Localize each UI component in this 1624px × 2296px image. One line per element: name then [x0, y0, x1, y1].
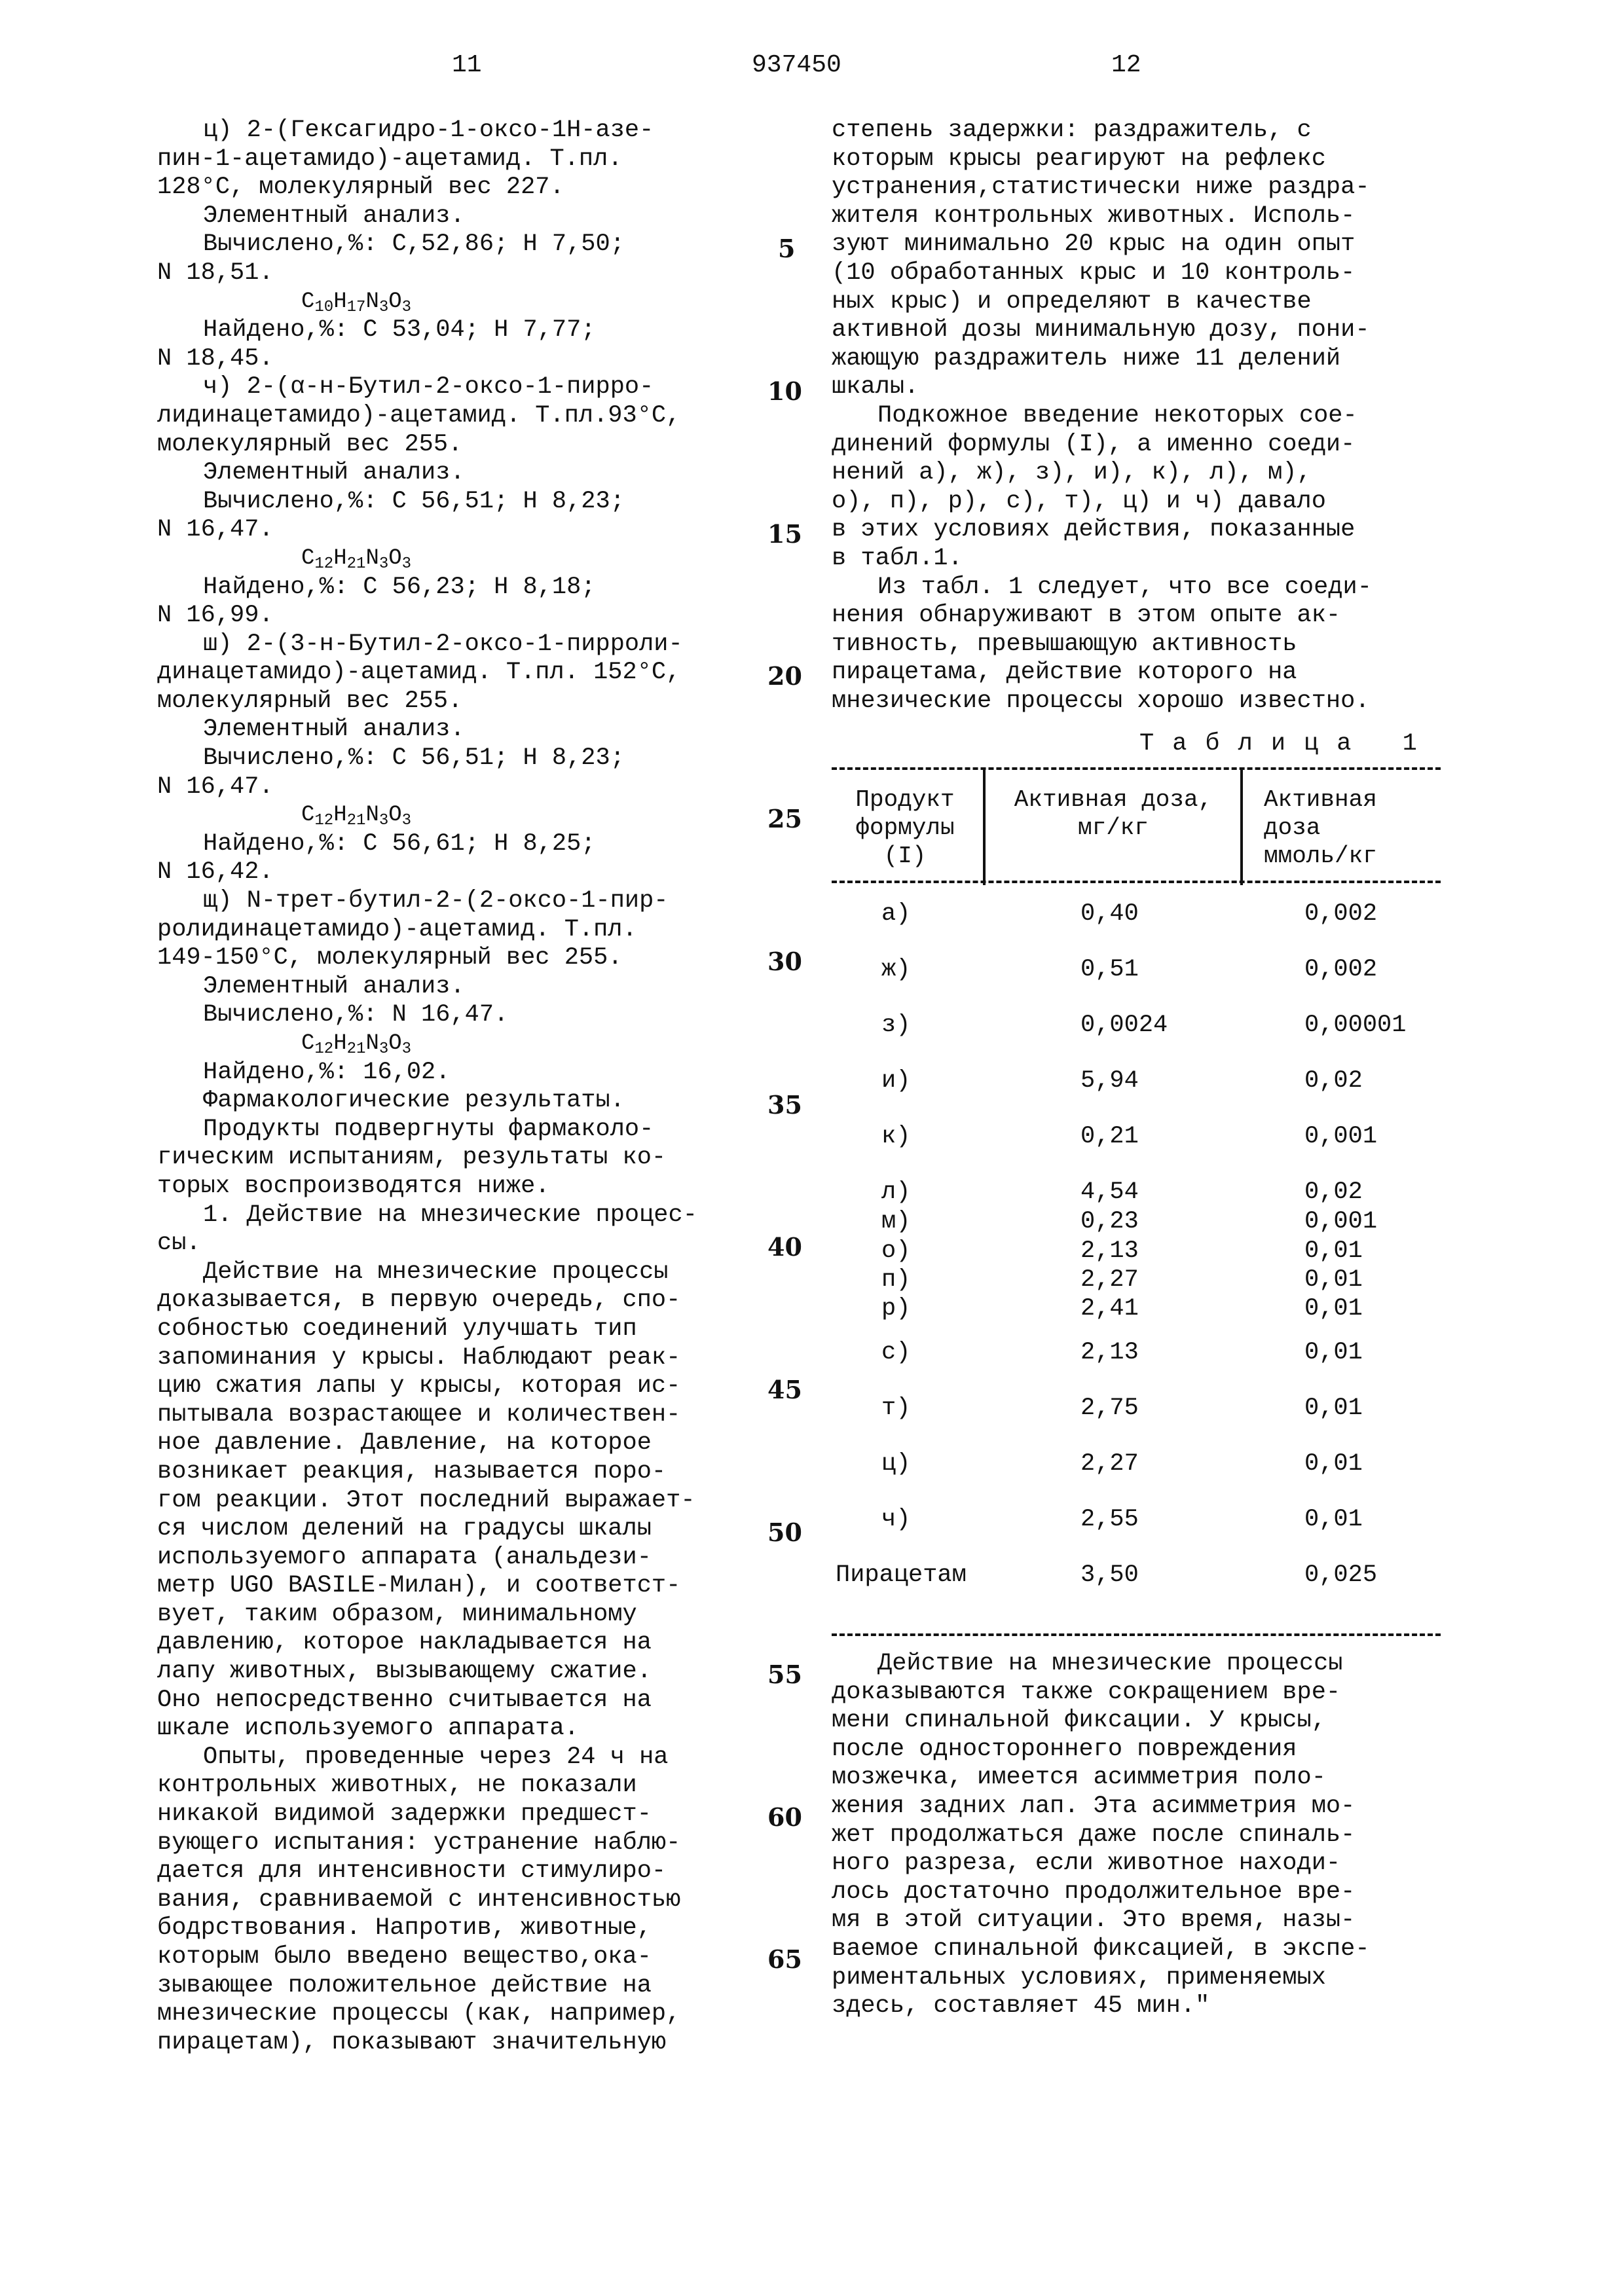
formula-subscript: 3	[379, 555, 388, 573]
text-line: ч) 2-(α-н-Бутил-2-оксо-1-пирро-	[157, 373, 799, 402]
text-line: 149-150°С, молекулярный вес 255.	[157, 944, 799, 973]
text-line: мени спинальной фиксации. У крысы,	[832, 1707, 1460, 1736]
formula-element: N	[365, 546, 378, 571]
table-cell-dose-mg: 3,50	[1080, 1561, 1139, 1589]
text-line: Найдено,%: 16,02.	[157, 1059, 799, 1087]
text-line: возникает реакция, называется поро-	[157, 1458, 799, 1487]
table-cell-dose-mg: 5,94	[1080, 1067, 1139, 1095]
page-number-left: 11	[452, 51, 482, 79]
formula-subscript: 3	[402, 812, 411, 829]
text-line: цию сжатия лапы у крысы, которая ис-	[157, 1372, 799, 1401]
text-line: контрольных животных, не показали	[157, 1772, 799, 1800]
formula-subscript: 12	[314, 1040, 333, 1058]
text-line: степень задержки: раздражитель, с	[832, 117, 1460, 145]
text-line: Найдено,%: С 56,61; Н 8,25;	[157, 830, 799, 859]
text-line: N 16,99.	[157, 602, 799, 630]
table-cell-dose-mmol: 0,01	[1304, 1450, 1363, 1478]
line-number: 25	[767, 804, 802, 833]
table-cell-dose-mg: 2,13	[1080, 1339, 1139, 1366]
text-line: шкале используемого аппарата.	[157, 1715, 799, 1743]
formula-element: C	[301, 803, 314, 828]
text-line: пирацетам), показывают значительную	[157, 2029, 799, 2058]
line-number: 15	[767, 519, 802, 549]
formula-element: N	[365, 1031, 378, 1056]
table-cell-dose-mmol: 0,02	[1304, 1067, 1363, 1095]
line-number: 5	[778, 234, 795, 263]
line-number: 20	[767, 661, 802, 691]
formula-subscript: 3	[379, 299, 388, 316]
text-line: Вычислено,%: С 56,51; Н 8,23;	[157, 744, 799, 773]
text-line: мнезические процессы хорошо известно.	[832, 687, 1460, 716]
table-bottom-rule	[832, 1633, 1441, 1636]
text-line: N 18,51.	[157, 259, 799, 288]
table-cell-dose-mmol: 0,001	[1304, 1123, 1377, 1150]
text-line: здесь, составляет 45 мин."	[832, 1992, 1460, 2021]
table-header-line: (I)	[833, 842, 977, 870]
left-text-column	[157, 117, 799, 2057]
right-text-column-bottom	[832, 1650, 1460, 2021]
text-line: N 18,45.	[157, 345, 799, 374]
chemical-formula	[157, 1030, 799, 1059]
text-line: ных крыс) и определяют в качестве	[832, 288, 1460, 317]
text-line: Оно непосредственно считывается на	[157, 1686, 799, 1715]
formula-subscript: 12	[314, 812, 333, 829]
formula-element: H	[333, 546, 346, 571]
text-line: вующего испытания: устранение наблю-	[157, 1829, 799, 1858]
formula-element: O	[388, 803, 401, 828]
text-line: которым крысы реагируют на рефлекс	[832, 145, 1460, 174]
text-line: в этих условиях действия, показанные	[832, 516, 1460, 545]
line-number: 50	[767, 1518, 802, 1547]
formula-element: H	[333, 289, 346, 314]
text-line: Найдено,%: С 56,23; Н 8,18;	[157, 574, 799, 602]
text-line: сы.	[157, 1230, 799, 1258]
table-cell-dose-mg: 2,41	[1080, 1295, 1139, 1322]
text-line: пытывала возрастающее и количествен-	[157, 1401, 799, 1430]
text-line: гом реакции. Этот последний выражает-	[157, 1487, 799, 1516]
line-number: 35	[767, 1090, 802, 1120]
formula-subscript: 3	[379, 812, 388, 829]
text-line: щ) N-трет-бутил-2-(2-оксо-1-пир-	[157, 887, 799, 916]
text-line: молекулярный вес 255.	[157, 687, 799, 716]
table-cell-product: з)	[881, 1011, 910, 1039]
table-header-line: Активная	[1264, 786, 1434, 814]
formula-element: O	[388, 546, 401, 571]
text-line: лидинацетамидо)-ацетамид. Т.пл.93°С,	[157, 402, 799, 431]
table-cell-product: м)	[881, 1208, 910, 1235]
text-line: доказываются также сокращением вре-	[832, 1679, 1460, 1707]
table-cell-dose-mmol: 0,00001	[1304, 1011, 1406, 1039]
table-cell-dose-mg: 4,54	[1080, 1178, 1139, 1206]
text-line: динацетамидо)-ацетамид. Т.пл. 152°С,	[157, 659, 799, 687]
text-line: мозжечка, имеется асимметрия поло-	[832, 1764, 1460, 1793]
table-cell-dose-mg: 0,40	[1080, 900, 1139, 928]
formula-element: C	[301, 1031, 314, 1056]
chemical-formula	[157, 288, 799, 317]
text-line: Фармакологические результаты.	[157, 1087, 799, 1116]
text-line: вует, таким образом, минимальному	[157, 1601, 799, 1630]
formula-element: H	[333, 1031, 346, 1056]
table-cell-dose-mmol: 0,01	[1304, 1506, 1363, 1533]
formula-element: C	[301, 289, 314, 314]
text-line: дается для интенсивности стимулиро-	[157, 1857, 799, 1886]
text-line: ш) 2-(3-н-Бутил-2-оксо-1-пирроли-	[157, 630, 799, 659]
text-line: Элементный анализ.	[157, 202, 799, 231]
table-cell-dose-mmol: 0,01	[1304, 1295, 1363, 1322]
table-cell-dose-mg: 0,0024	[1080, 1011, 1168, 1039]
formula-subscript: 10	[314, 299, 333, 316]
table-cell-product: а)	[881, 900, 910, 928]
text-line: Действие на мнезические процессы	[832, 1650, 1460, 1679]
text-line: устранения,статистически ниже раздра-	[832, 173, 1460, 202]
table-cell-dose-mg: 0,21	[1080, 1123, 1139, 1150]
table-cell-product: к)	[881, 1123, 910, 1150]
text-line: зывающее положительное действие на	[157, 1972, 799, 2001]
text-line: риментальных условиях, применяемых	[832, 1964, 1460, 1993]
text-line: мнезические процессы (как, например,	[157, 2000, 799, 2029]
text-line: Опыты, проведенные через 24 ч на	[157, 1743, 799, 1772]
table-cell-dose-mg: 2,27	[1080, 1266, 1139, 1294]
formula-subscript: 3	[379, 1040, 388, 1058]
right-text-column-top	[832, 117, 1460, 716]
text-line: в табл.1.	[832, 545, 1460, 574]
table-header-line: Активная доза,	[989, 786, 1238, 814]
formula-subscript: 3	[402, 555, 411, 573]
text-line: Вычислено,%: С,52,86; Н 7,50;	[157, 230, 799, 259]
table-header-dose-mg	[989, 786, 1238, 842]
table-cell-dose-mmol: 0,025	[1304, 1561, 1377, 1589]
table-cell-dose-mmol: 0,01	[1304, 1339, 1363, 1366]
table-top-rule	[832, 767, 1441, 770]
text-line: Вычислено,%: N 16,47.	[157, 1001, 799, 1030]
table-cell-dose-mmol: 0,01	[1304, 1237, 1363, 1265]
text-line: ц) 2-(Гексагидро-1-оксо-1Н-азе-	[157, 117, 799, 145]
text-line: лось достаточно продолжительное вре-	[832, 1878, 1460, 1907]
line-number: 30	[767, 947, 802, 976]
formula-element: N	[365, 803, 378, 828]
text-line: ное давление. Давление, на которое	[157, 1429, 799, 1458]
text-line: ся числом делений на градусы шкалы	[157, 1515, 799, 1544]
text-line: динений формулы (I), а именно соеди-	[832, 431, 1460, 460]
table-cell-dose-mg: 0,51	[1080, 956, 1139, 983]
text-line: (10 обработанных крыс и 10 контроль-	[832, 259, 1460, 288]
text-line: мя в этой ситуации. Это время, назы-	[832, 1906, 1460, 1935]
text-line: тивность, превышающую активность	[832, 630, 1460, 659]
text-line: после одностороннего повреждения	[832, 1736, 1460, 1764]
text-line: жения задних лап. Эта асимметрия мо-	[832, 1793, 1460, 1821]
patent-number: 937450	[752, 51, 841, 79]
formula-subscript: 21	[347, 1040, 366, 1058]
text-line: гическим испытаниям, результаты ко-	[157, 1144, 799, 1173]
table-header-line: формулы	[833, 814, 977, 842]
formula-subscript: 21	[347, 812, 366, 829]
table-column-divider	[1240, 767, 1243, 885]
formula-subscript: 3	[402, 299, 411, 316]
table-cell-dose-mmol: 0,01	[1304, 1266, 1363, 1294]
table-cell-product: и)	[881, 1067, 910, 1095]
table-cell-product: л)	[881, 1178, 910, 1206]
line-number: 65	[767, 1944, 802, 1974]
text-line: Элементный анализ.	[157, 716, 799, 744]
table-cell-product: ц)	[881, 1450, 910, 1478]
text-line: пирацетама, действие которого на	[832, 659, 1460, 687]
table-header-rule	[832, 881, 1441, 883]
text-line: нения обнаруживают в этом опыте ак-	[832, 602, 1460, 630]
table-cell-dose-mmol: 0,01	[1304, 1394, 1363, 1422]
table-cell-dose-mmol: 0,02	[1304, 1178, 1363, 1206]
line-number: 40	[767, 1232, 802, 1262]
text-line: о), п), р), с), т), ц) и ч) давало	[832, 488, 1460, 517]
text-line: жет продолжаться даже после спиналь-	[832, 1821, 1460, 1850]
line-number: 10	[767, 376, 802, 406]
line-number: 55	[767, 1660, 802, 1689]
chemical-formula	[157, 801, 799, 830]
text-line: N 16,47.	[157, 773, 799, 802]
formula-element: H	[333, 803, 346, 828]
formula-subscript: 3	[402, 1040, 411, 1058]
text-line: 128°С, молекулярный вес 227.	[157, 173, 799, 202]
table-cell-dose-mg: 2,55	[1080, 1506, 1139, 1533]
chemical-formula	[157, 545, 799, 574]
text-line: собностью соединений улучшать тип	[157, 1315, 799, 1344]
text-line: Найдено,%: С 53,04; Н 7,77;	[157, 316, 799, 345]
text-line: доказывается, в первую очередь, спо-	[157, 1286, 799, 1315]
table-header-line: Продукт	[833, 786, 977, 814]
text-line: Действие на мнезические процессы	[157, 1258, 799, 1287]
table-cell-product: ж)	[881, 956, 910, 983]
text-line: Подкожное введение некоторых сое-	[832, 402, 1460, 431]
formula-element: O	[388, 289, 401, 314]
text-line: которым было введено вещество,ока-	[157, 1943, 799, 1972]
text-line: ролидинацетамидо)-ацетамид. Т.пл.	[157, 916, 799, 945]
text-line: жающую раздражитель ниже 11 делений	[832, 345, 1460, 374]
text-line: вания, сравниваемой с интенсивностью	[157, 1886, 799, 1915]
text-line: метр UGO BASILE-Милан), и соответст-	[157, 1572, 799, 1601]
text-line: ваемое спинальной фиксацией, в экспе-	[832, 1935, 1460, 1964]
text-line: молекулярный вес 255.	[157, 431, 799, 460]
text-line: Вычислено,%: С 56,51; Н 8,23;	[157, 488, 799, 517]
text-line: Из табл. 1 следует, что все соеди-	[832, 574, 1460, 602]
table-header-line: мг/кг	[989, 814, 1238, 842]
table-cell-product: с)	[881, 1339, 910, 1366]
table-header-line: доза	[1264, 814, 1434, 842]
line-number: 45	[767, 1375, 802, 1404]
table-cell-dose-mmol: 0,002	[1304, 900, 1377, 928]
text-line: N 16,42.	[157, 858, 799, 887]
table-cell-dose-mmol: 0,001	[1304, 1208, 1377, 1235]
line-number: 60	[767, 1802, 802, 1832]
table-cell-product: ч)	[881, 1506, 910, 1533]
table-cell-dose-mmol: 0,002	[1304, 956, 1377, 983]
table-cell-dose-mg: 0,23	[1080, 1208, 1139, 1235]
table-cell-product: п)	[881, 1266, 910, 1294]
text-line: активной дозы минимальную дозу, пони-	[832, 316, 1460, 345]
text-line: бодрствования. Напротив, животные,	[157, 1914, 799, 1943]
text-line: нений а), ж), з), и), к), л), м),	[832, 459, 1460, 488]
text-line: шкалы.	[832, 373, 1460, 402]
text-line: Элементный анализ.	[157, 459, 799, 488]
formula-element: C	[301, 546, 314, 571]
formula-element: N	[365, 289, 378, 314]
table-header-line: ммоль/кг	[1264, 842, 1434, 870]
text-line: Продукты подвергнуты фармаколо-	[157, 1116, 799, 1144]
text-line: лапу животных, вызывающему сжатие.	[157, 1658, 799, 1686]
text-line: зуют минимально 20 крыс на один опыт	[832, 230, 1460, 259]
table-cell-product: Пирацетам	[836, 1561, 967, 1589]
table-column-divider	[983, 767, 986, 885]
text-line: 1. Действие на мнезические процес-	[157, 1201, 799, 1230]
table-cell-product: о)	[881, 1237, 910, 1265]
page-number-right: 12	[1111, 51, 1141, 79]
text-line: используемого аппарата (анальдези-	[157, 1544, 799, 1573]
table-cell-product: р)	[881, 1295, 910, 1322]
text-line: торых воспроизводятся ниже.	[157, 1173, 799, 1201]
table-cell-dose-mg: 2,13	[1080, 1237, 1139, 1265]
formula-element: O	[388, 1031, 401, 1056]
text-line: давлению, которое накладывается на	[157, 1629, 799, 1658]
text-line: жителя контрольных животных. Исполь-	[832, 202, 1460, 231]
formula-subscript: 21	[347, 555, 366, 573]
table-cell-dose-mg: 2,75	[1080, 1394, 1139, 1422]
table-header-product	[833, 786, 977, 870]
text-line: запоминания у крысы. Наблюдают реак-	[157, 1344, 799, 1373]
text-line: никакой видимой задержки предшест-	[157, 1800, 799, 1829]
table-header-dose-mmol	[1264, 786, 1434, 870]
text-line: N 16,47.	[157, 516, 799, 545]
table-cell-product: т)	[881, 1394, 910, 1422]
formula-subscript: 12	[314, 555, 333, 573]
formula-subscript: 17	[347, 299, 366, 316]
text-line: пин-1-ацетамидо)-ацетамид. Т.пл.	[157, 145, 799, 174]
text-line: ного разреза, если животное находи-	[832, 1850, 1460, 1878]
table-cell-dose-mg: 2,27	[1080, 1450, 1139, 1478]
text-line: Элементный анализ.	[157, 973, 799, 1002]
table-title: Таблица 1	[1139, 730, 1435, 757]
